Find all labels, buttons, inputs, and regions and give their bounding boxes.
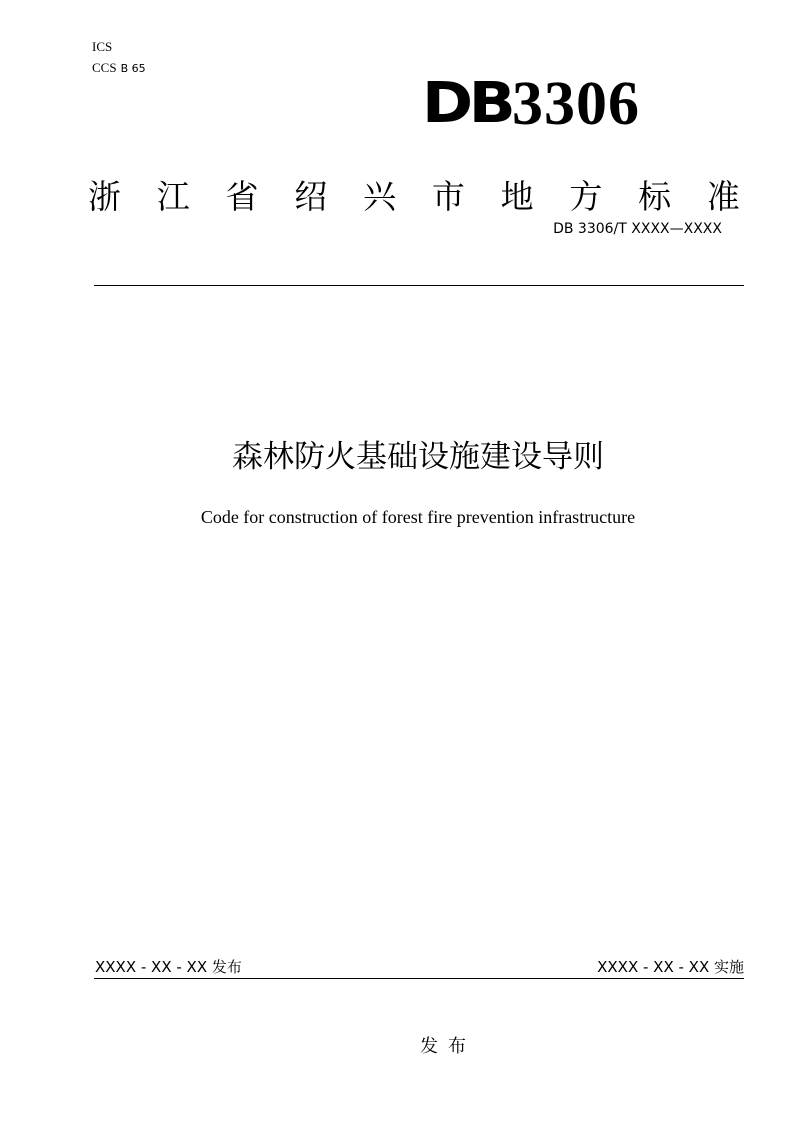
heading-char: 准 xyxy=(706,177,740,216)
heading-char: 省 xyxy=(225,177,259,216)
document-subtitle-english: Code for construction of forest fire prevention infrastructure xyxy=(200,507,636,527)
logo-number: 3306 xyxy=(512,70,640,138)
ccs-code: B 65 xyxy=(120,62,146,75)
heading-char: 市 xyxy=(431,177,465,216)
standard-code: DB 3306/T XXXX—XXXX xyxy=(553,221,722,237)
ccs-classification xyxy=(92,59,146,77)
ccs-label: CCS xyxy=(92,60,117,75)
heading-char: 地 xyxy=(500,177,534,216)
publish-date: XXXX - XX - XX 发布 xyxy=(95,958,242,976)
issuer-line: 发布 xyxy=(420,1036,476,1057)
heading-char: 江 xyxy=(156,177,190,216)
implement-date: XXXX - XX - XX 实施 xyxy=(597,958,744,976)
heading-char: 标 xyxy=(638,177,672,216)
heading-char: 浙 xyxy=(88,177,121,216)
heading-char: 兴 xyxy=(363,177,397,216)
logo-prefix: DB xyxy=(422,71,512,136)
ics-label: ICS xyxy=(92,39,113,54)
standard-type-heading xyxy=(88,176,740,218)
db-standard-logo xyxy=(422,70,640,138)
heading-char: 绍 xyxy=(294,177,328,216)
document-title: 森林防火基础设施建设导则 xyxy=(232,439,604,475)
footer-divider xyxy=(94,978,744,979)
header-divider xyxy=(94,285,744,286)
heading-char: 方 xyxy=(569,177,603,216)
